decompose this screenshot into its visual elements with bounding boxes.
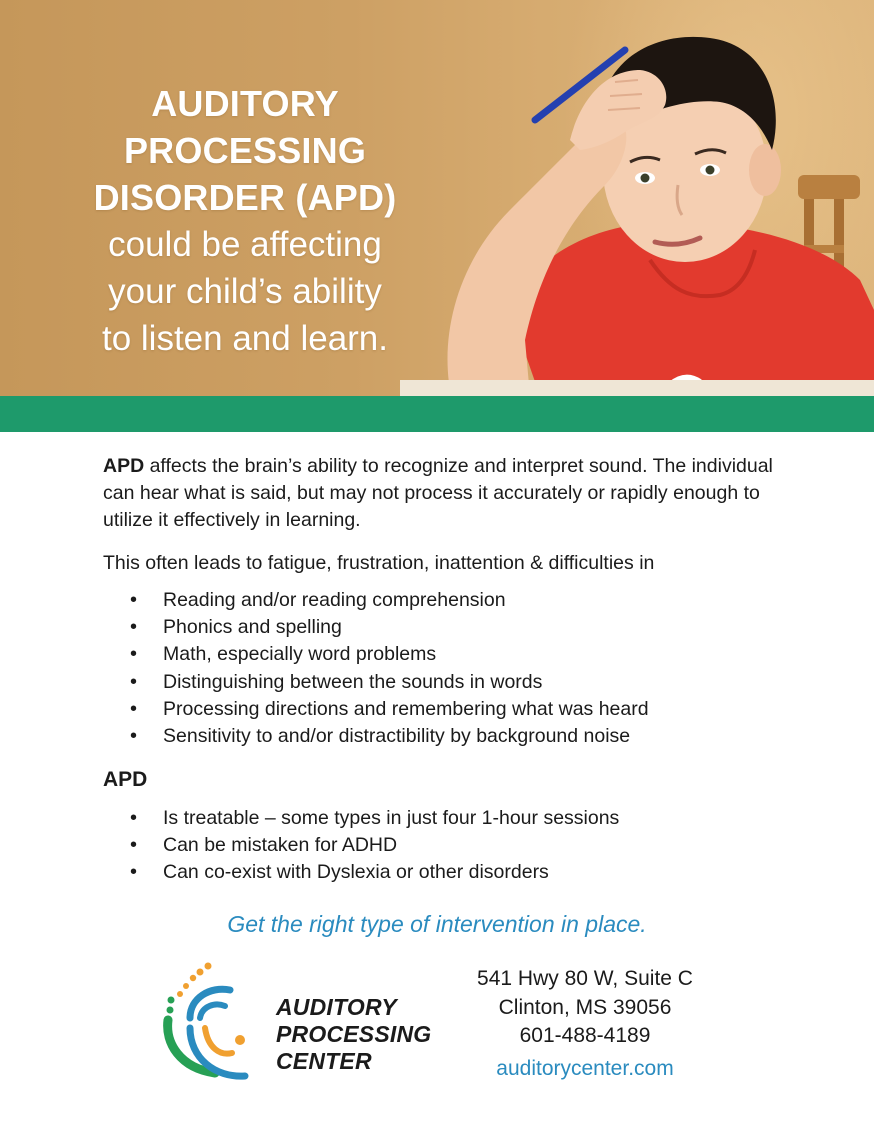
headline-line: to listen and learn. <box>101 319 388 358</box>
desk-surface <box>400 380 874 396</box>
logo-wordmark <box>276 994 431 1075</box>
city-state-zip: Clinton, MS 39056 <box>498 995 672 1019</box>
list-item: • Can be mistaken for ADHD <box>130 832 619 859</box>
hero-banner <box>0 0 874 396</box>
auditory-center-logo-icon <box>160 958 270 1088</box>
headline-line: DISORDER (APD) <box>93 177 397 218</box>
headline-line: PROCESSING <box>123 130 367 171</box>
list-item: • Reading and/or reading comprehension <box>130 587 649 614</box>
list-item: • Sensitivity to and/or distractibility by background noise <box>130 723 649 750</box>
contact-block <box>440 965 730 1083</box>
street-address: 541 Hwy 80 W, Suite C <box>477 967 693 990</box>
list-item: • Processing directions and remembering what was heard <box>130 696 649 723</box>
website-link[interactable]: auditorycenter.com <box>496 1056 674 1080</box>
phone-number[interactable]: 601-488-4189 <box>519 1024 651 1047</box>
list-item: • Math, especially word problems <box>130 641 649 668</box>
headline-line: your child’s ability <box>108 272 382 311</box>
logo-line: CENTER <box>276 1048 372 1074</box>
call-to-action: Get the right type of intervention in place. <box>227 911 647 937</box>
intro-paragraph <box>103 453 783 534</box>
list-item: • Distinguishing between the sounds in words <box>130 669 649 696</box>
logo-line: AUDITORY <box>276 994 397 1020</box>
apd-points-list <box>130 805 619 887</box>
headline-line: AUDITORY <box>151 83 339 124</box>
list-item: • Can co-exist with Dyslexia or other disorders <box>130 859 619 886</box>
hero-headline <box>40 80 450 362</box>
headline-line: could be affecting <box>108 225 382 264</box>
green-divider-band <box>0 396 874 432</box>
intro-text: affects the brain’s ability to recognize and interpret sound. The individual can hear what is said, but may not process it accurately or rapidly enough to utilize it effectively in learning. <box>103 455 773 531</box>
list-item: • Is treatable – some types in just four 1-hour sessions <box>130 805 619 832</box>
logo-line: PROCESSING <box>276 1021 432 1047</box>
intro-apd-term: APD <box>103 455 145 477</box>
apd-section-heading: APD <box>103 768 148 791</box>
boy-with-pencil-photo <box>420 10 874 396</box>
difficulties-list <box>130 587 649 750</box>
list-item: • Phonics and spelling <box>130 614 649 641</box>
difficulties-lead: This often leads to fatigue, frustration, inattention & difficulties in <box>103 552 655 574</box>
